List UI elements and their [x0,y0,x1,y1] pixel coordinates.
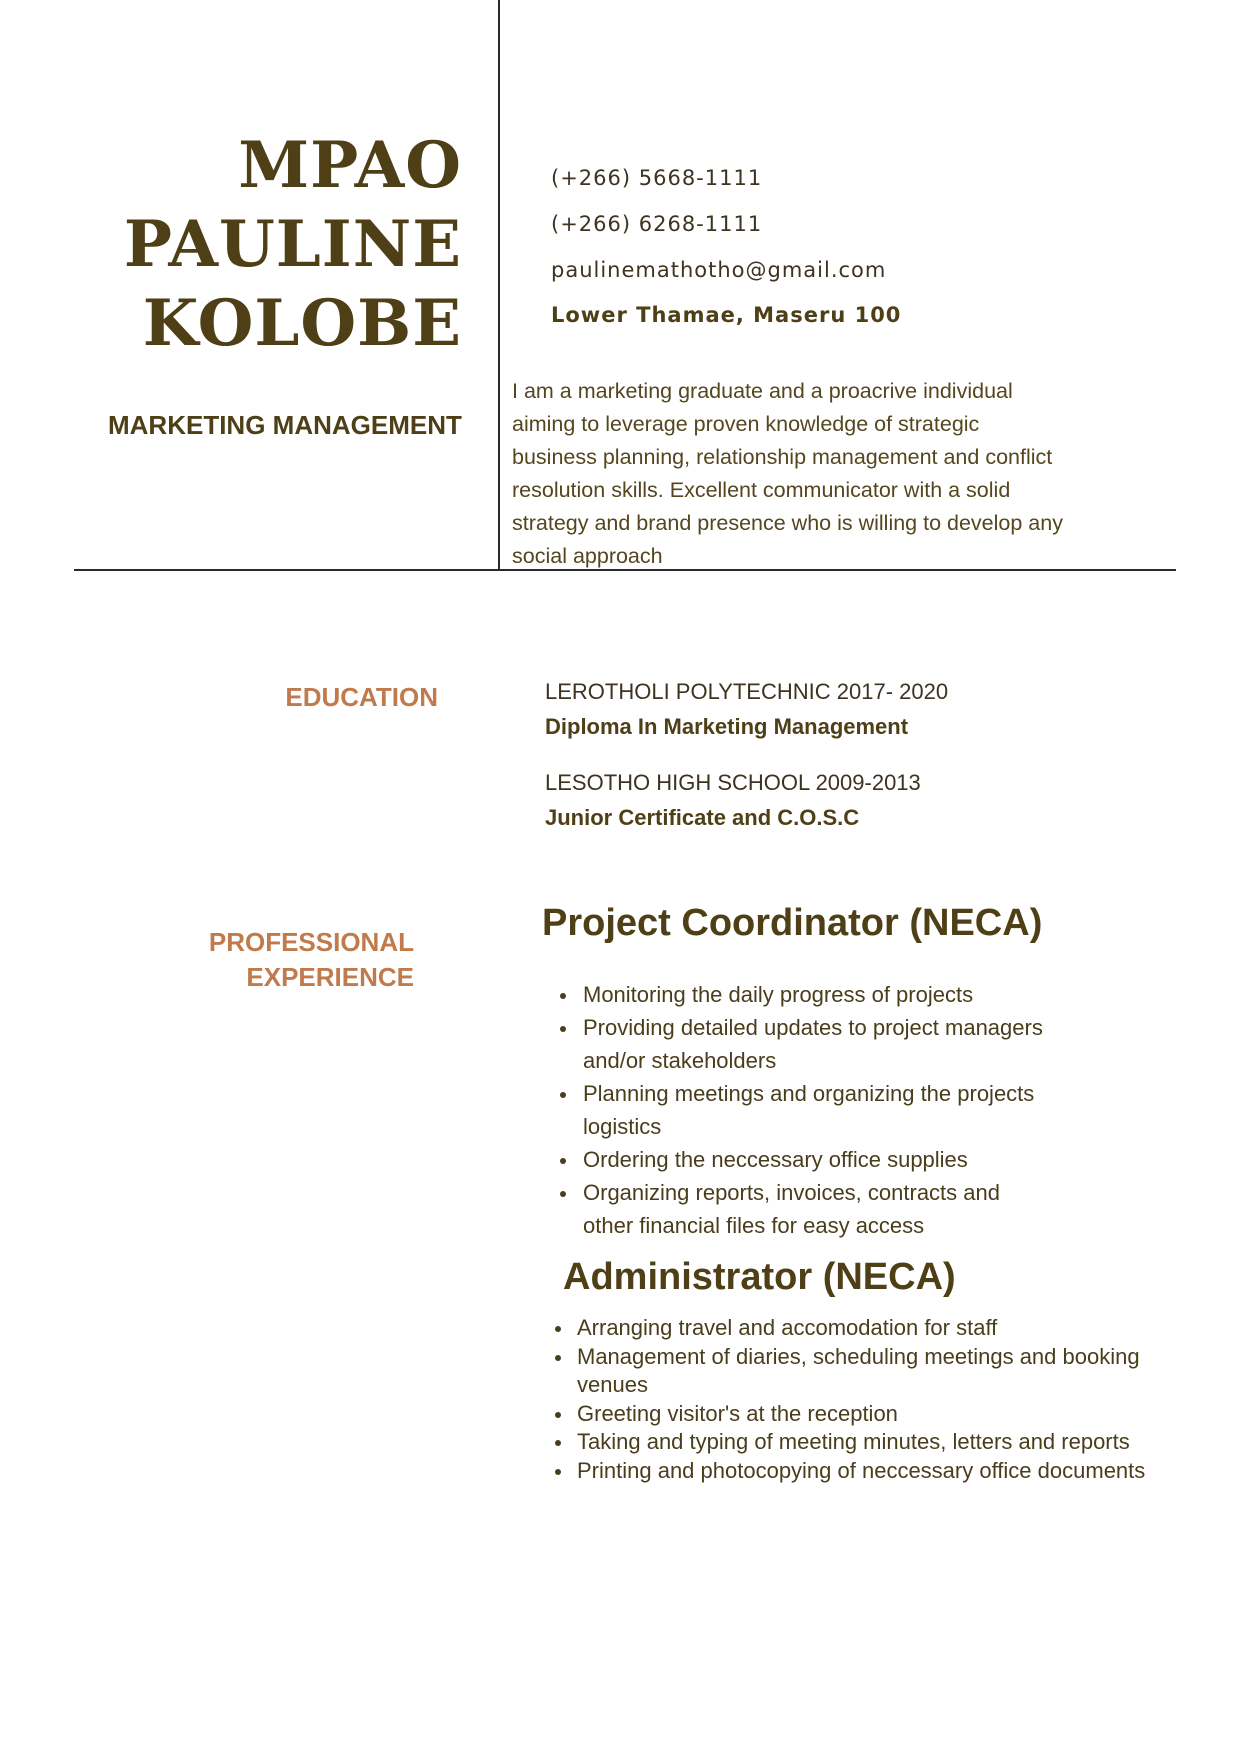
experience-heading-line: EXPERIENCE [246,962,414,992]
duty-item [583,978,1103,1011]
duty-line: Taking and typing of meeting minutes, letters and reports [577,1429,1130,1454]
job-title: Project Coordinator (NECA) [542,902,1043,944]
candidate-name [124,126,462,363]
duty-line: Providing detailed updates to project managers [583,1015,1043,1040]
summary-line: resolution skills. Excellent communicator with a solid [512,478,1011,502]
education-heading: EDUCATION [285,682,438,712]
duty-line: Arranging travel and accomodation for staff [577,1315,998,1340]
education-school: LEROTHOLI POLYTECHNIC 2017- 2020 [545,679,949,704]
job-title-heading: MARKETING MANAGEMENT [108,410,462,440]
duty-line: and/or stakeholders [583,1048,777,1073]
education-school: LESOTHO HIGH SCHOOL 2009-2013 [545,770,921,795]
duty-line: Ordering the neccessary office supplies [583,1147,968,1172]
name-line: PAULINE [123,207,462,282]
phone-secondary: (+266) 6268-1111 [551,212,763,236]
duty-item [583,1176,1103,1242]
name-line: MPAO [238,128,462,203]
duty-item [577,1314,1197,1343]
duty-item [577,1400,1197,1429]
duty-line: Greeting visitor's at the reception [577,1400,898,1426]
phone-primary: (+266) 5668-1111 [551,166,763,190]
duty-line: Management of diaries, scheduling meetings and booking [577,1343,1140,1369]
duty-item [577,1343,1197,1400]
summary-line: aiming to leverage proven knowledge of strategic [512,412,980,436]
duty-line: Organizing reports, invoices, contracts and [583,1180,1000,1205]
profile-summary [512,375,1152,573]
job-title: Administrator (NECA) [563,1256,956,1298]
education-qualification: Diploma In Marketing Management [545,714,909,739]
duty-line: Printing and photocopying of neccessary office documents [577,1457,1146,1483]
education-qualification: Junior Certificate and C.O.S.C [545,805,860,830]
experience-heading [209,925,414,995]
name-line: KOLOBE [142,286,462,361]
duty-item [577,1457,1197,1486]
postal-address: Lower Thamae, Maseru 100 [551,303,902,327]
duty-item [583,1011,1103,1077]
duty-item [583,1077,1103,1143]
experience-heading-line: PROFESSIONAL [208,927,414,957]
duty-item [583,1143,1103,1176]
duty-line: venues [577,1372,648,1397]
summary-line: social approach [512,544,663,568]
duty-line: Monitoring the daily progress of projects [583,982,974,1007]
duty-line: logistics [583,1114,662,1139]
email-address: paulinemathotho@gmail.com [551,258,887,282]
duty-line: other financial files for easy access [583,1213,925,1238]
duty-item [577,1428,1197,1457]
vertical-divider [498,0,500,571]
summary-line: strategy and brand presence who is willing to develop any [512,511,1063,535]
job-duties-list [583,978,1103,1242]
summary-line: I am a marketing graduate and a proacrive individual [512,379,1013,403]
job-duties-list [577,1314,1197,1485]
duty-line: Planning meetings and organizing the projects [583,1081,1035,1106]
summary-line: business planning, relationship management and conflict [512,445,1053,469]
